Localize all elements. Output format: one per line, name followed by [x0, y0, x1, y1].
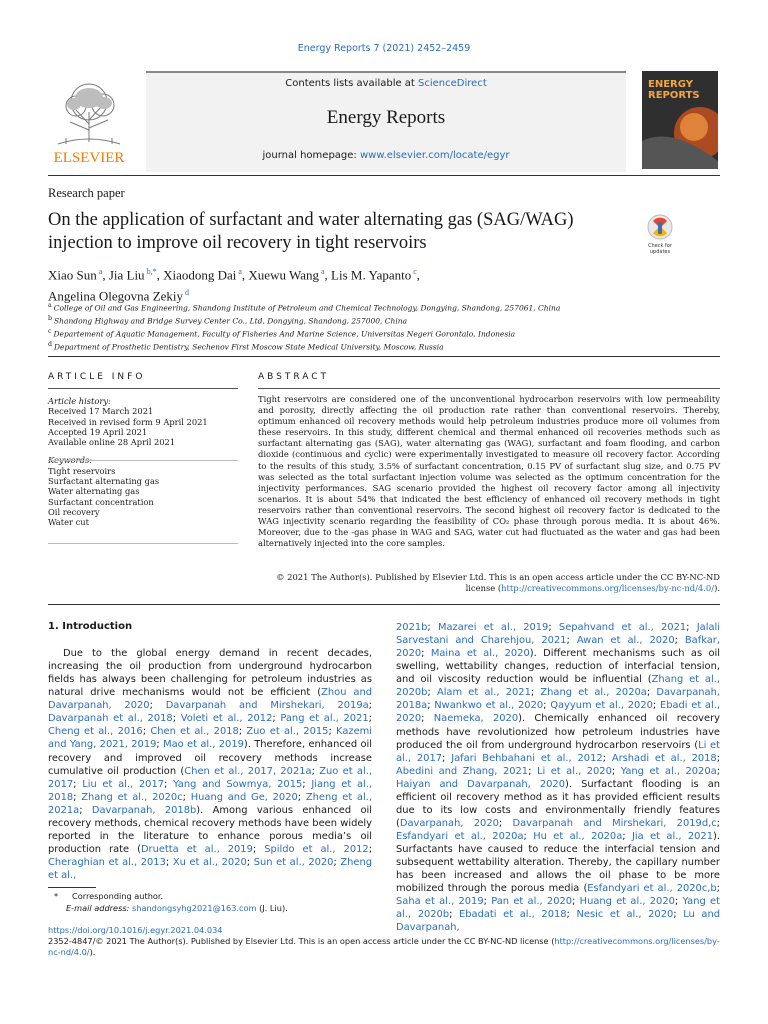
introduction-right-column [396, 621, 720, 935]
copyright-prefix: license ( [465, 583, 502, 594]
citation-link[interactable]: Esfandyari et al., 2020a [396, 831, 524, 842]
body-text: ; [716, 883, 720, 895]
body-text: ; [427, 700, 435, 712]
keyword-list [48, 466, 238, 528]
article-info-heading: ARTICLE INFO [48, 372, 146, 382]
author-separator: , [102, 267, 109, 283]
body-text: ; [272, 713, 281, 725]
citation-link[interactable]: Liu et al., 2017 [82, 778, 165, 790]
authors-divider [48, 356, 720, 357]
history-item: Received in revised form 9 April 2021 [48, 416, 208, 427]
body-text: ; [165, 857, 173, 868]
citation-link[interactable]: Kazemi and Yang, 2021, 2019 [48, 726, 373, 751]
citation-link[interactable]: Davarpanah, 2018a [396, 687, 720, 712]
affiliation-item [48, 327, 748, 340]
badge-line-1: Check for [648, 243, 672, 249]
body-text: ; [611, 765, 621, 777]
journal-cover-thumbnail[interactable] [642, 71, 718, 169]
affiliation-marker: c [48, 328, 54, 335]
body-text: ; [716, 752, 721, 764]
author-affiliation-marker[interactable]: b,* [144, 267, 157, 276]
author-separator: , [324, 267, 332, 283]
affiliation-text: Shandong Highway and Bridge Survey Center Co., Ltd, Dongying, Shandong, 257000, China [54, 316, 408, 326]
author-affiliation-marker[interactable]: a [318, 267, 325, 276]
sciencedirect-link[interactable]: ScienceDirect [418, 78, 487, 89]
body-text: ; [252, 843, 265, 855]
body-text: ; [73, 778, 83, 790]
body-text: ; [238, 726, 247, 738]
keyword-item: Water cut [48, 517, 89, 528]
body-text: ; [427, 622, 438, 633]
body-text: ; [368, 713, 372, 725]
citation-link[interactable]: Ebadi et al., 2020 [396, 700, 720, 725]
citation-link[interactable]: Davarpanah, 2020 [399, 817, 499, 829]
citation-link[interactable]: Pang et al., 2021 [280, 713, 369, 725]
affiliation-item [48, 340, 748, 353]
cover-image-icon [642, 71, 718, 169]
citation-link[interactable]: Nwankwo et al., 2020 [434, 700, 544, 712]
citation-link[interactable]: Lu and Davarpanah, [396, 909, 721, 934]
author-name[interactable]: Angelina Olegovna Zekiy [48, 288, 184, 304]
body-text: ; [530, 687, 541, 699]
body-text: ; [652, 700, 660, 712]
body-text: ; [421, 713, 434, 725]
article-info-rule [48, 388, 238, 389]
body-text: Due to the global energy demand in recent decades, increasing the oil production from underground hydrocarbon fields has always been challenging for petroleum industries as natural drive mechanisms would not be efficient ( [48, 648, 372, 699]
citation-link[interactable]: Awan et al., 2020 [576, 635, 675, 647]
citation-link[interactable]: Davarpanah and Mirshekari, 2019a [165, 700, 369, 712]
affiliation-text: Department of Prosthetic Dentistry, Sechenov First Moscow State Medical University, Moscow, Russia [54, 342, 444, 352]
citation-link[interactable]: Yang et al., 2020b [396, 896, 720, 921]
body-text: ; [328, 726, 337, 738]
body-text: ; [572, 896, 580, 908]
copyright-suffix: ). [714, 583, 720, 594]
affiliation-marker: d [48, 341, 54, 348]
check-for-updates-icon [640, 212, 680, 258]
body-text: ; [523, 831, 534, 842]
citation-link[interactable]: Zheng et al., 2021a [48, 791, 373, 816]
body-text: ; [566, 635, 577, 647]
citation-link[interactable]: Cheng et al., 2016 [48, 726, 143, 738]
body-text: ). Surfactants have caused to reduce the interfacial tension and subsequent wettability alteration. Thereby, the capillary number has been increased and allows the oil phase to be more mobilized through the porous media ( [396, 831, 720, 895]
history-divider [48, 460, 238, 461]
body-text: ). Surfactant flooding is an efficient oil recovery method as it has provided efficient results due to its low costs and environmentally friendly features ( [396, 778, 720, 829]
body-text: ; [686, 622, 697, 633]
body-text: ; [302, 778, 312, 790]
author-affiliation-marker[interactable]: a [96, 267, 103, 276]
citation-link[interactable]: Zhou and Davarpanah, 2020 [48, 687, 372, 712]
citation-link[interactable]: Zuo et al., 2017 [48, 765, 372, 790]
citation-link[interactable]: Chen et al., 2017, 2021a [184, 765, 312, 777]
elsevier-logo [48, 72, 130, 164]
affiliation-marker: b [48, 315, 54, 322]
abstract-text: Tight reservoirs are considered one of the unconventional hydrocarbon reservoirs with low permeability and porosity, directly affecting the oil production rate rather than conventional reservoirs. Thereby, optimum enhanced oil recovery methods would help petroleum industries produce more oil volumes from these reservoirs. In this study, different chemical and thermal enhanced oil recoveries methods such as surfactant alternating gas (SAG), water alternating gas (WAG), surfactant and foam flooding, and carbon dioxide (continuous and cyclic) were experimentally investigated to measure oil recovery factor. According to the results of this study, 3.5% of surfactant concentration, 0.15 PV of surfactant slug size, and 0.75 PV was selected as the total surfactant injection volume was selected as the optimum concentration for the injectivity performances. SAG scenario provided the highest oil recovery factor among all injectivity scenarios. It is about 54% that indicated the best efficiency of enhanced oil recovery methods in tight reservoirs rather than conventional reservoirs. The second highest oil recovery factor is dedicated to the WAG injectivity scenario regarding the feasibility of CO₂ phase through porous media. It is about 46%. Moreover, due to the -gas phase in WAG and SAG, water cut had fluctuated as the water and gas had been alternatively injected into the core samples. [258, 394, 720, 549]
body-text: ; [297, 791, 306, 803]
keyword-item: Tight reservoirs [48, 465, 116, 476]
citation-link[interactable]: Ebadati et al., 2018 [459, 909, 567, 921]
history-label: Article history: [48, 396, 111, 406]
citation-link[interactable]: Li et al., 2017 [396, 739, 720, 764]
body-text: ; [674, 635, 685, 647]
author-name[interactable]: Xuewu Wang [248, 267, 319, 283]
abstract-divider [48, 604, 720, 605]
citation-link[interactable]: Bafkar, 2020 [396, 635, 721, 660]
body-text: ). Therefore, enhanced oil recovery and improved oil recovery methods increase cumulative oil production ( [48, 739, 372, 777]
history-item: Accepted 19 April 2021 [48, 426, 148, 437]
body-text: ; [483, 896, 492, 908]
body-text: ; [602, 752, 612, 764]
email-line [48, 902, 378, 914]
keyword-item: Surfactant alternating gas [48, 476, 160, 487]
citation-link[interactable]: Huang and Ge, 2020 [190, 791, 298, 803]
citation-link[interactable]: Maina et al., 2020 [430, 648, 530, 660]
copyright-line-1: © 2021 The Author(s). Published by Elsevier Ltd. This is an open access article under the CC BY-NC-ND [276, 572, 720, 582]
contents-line [146, 78, 626, 89]
article-info-block [48, 396, 238, 528]
body-text: ; [182, 791, 191, 803]
author-separator: , [156, 267, 164, 283]
citation-link[interactable]: Druetta et al., 2019 [140, 843, 253, 855]
bottom-matter [48, 925, 720, 959]
citation-link[interactable]: Zhang et al., 2020a [540, 687, 647, 699]
citation-link[interactable]: Sun et al., 2020 [253, 857, 334, 868]
author-name[interactable]: Lis M. Yapanto [331, 267, 412, 283]
citation-link[interactable]: 2021b [396, 622, 428, 633]
citation-link[interactable]: Zheng et al., [48, 857, 373, 882]
email-label: E-mail address: [66, 903, 130, 913]
citation-link[interactable]: Jia et al., 2021 [631, 831, 713, 842]
contents-prefix: Contents lists available at [285, 78, 419, 89]
body-text: ; [674, 896, 683, 908]
bottom-license-link[interactable]: http://creativecommons.org/licenses/by-nc-nd/4.0/ [48, 936, 720, 958]
body-text: ; [142, 726, 151, 738]
body-text: ; [421, 648, 431, 660]
citation-link[interactable]: Zhang et al., 2020c [81, 791, 183, 803]
introduction-left-column [48, 647, 372, 882]
abstract-heading: ABSTRACT [258, 372, 330, 382]
corresponding-author-label: Corresponding author. [72, 891, 164, 901]
citation-link[interactable]: Saha et al., 2019 [396, 896, 484, 908]
citation-link[interactable]: Abedini and Zhang, 2021 [396, 765, 529, 777]
elsevier-wordmark: ELSEVIER [53, 150, 125, 164]
citation-link[interactable]: Hu et al., 2020a [533, 831, 623, 842]
affiliation-text: Departement of Aquatic Management, Faculty of Fisheries And Marine Science, Universitas Negeri Gorontalo, Indonesia [53, 329, 516, 339]
history-item: Available online 28 April 2021 [48, 437, 176, 448]
citation-link[interactable]: Voleti et al., 2012 [180, 713, 273, 725]
affiliation-marker: a [48, 302, 54, 309]
abstract-rule [258, 388, 720, 389]
header-divider [48, 175, 720, 176]
body-text: ; [246, 857, 254, 868]
citation-link[interactable]: Zuo et al., 2015 [246, 726, 329, 738]
author-affiliation-marker[interactable]: d [183, 288, 190, 298]
author-name[interactable]: Xiao Sun [48, 267, 97, 283]
license-link[interactable]: http://creativecommons.org/licenses/by-nc-nd/4.0/ [501, 583, 715, 594]
corresponding-author-line [48, 890, 378, 902]
body-text: ; [164, 778, 174, 790]
email-suffix: (J. Liu). [259, 903, 288, 913]
affiliation-list [48, 301, 748, 353]
body-text: ; [543, 700, 551, 712]
body-text: ; [622, 831, 632, 842]
body-text: ). Chemically enhanced oil recovery methods have revolutionized how petroleum industries have produced the oil from underground hydrocarbon reservoirs ( [396, 713, 721, 751]
citation-link[interactable]: Chen et al., 2018 [150, 726, 239, 738]
body-text: ; [528, 765, 537, 777]
keyword-item: Surfactant concentration [48, 496, 154, 507]
check-for-updates-badge[interactable] [640, 212, 680, 258]
badge-line-2: updates [649, 249, 671, 255]
body-text: ; [646, 687, 657, 699]
body-text: ; [548, 622, 559, 633]
body-text: ; [156, 739, 164, 751]
citation-link[interactable]: Alam et al., 2021 [436, 687, 531, 699]
citation-link[interactable]: Qayyum et al., 2020 [550, 700, 653, 712]
citation-link[interactable]: Davarpanah et al., 2018 [48, 713, 173, 725]
article-title: On the application of surfactant and water alternating gas (SAG/WAG) injection to improve oil recovery in tight reservoirs [48, 210, 574, 253]
footnote-rule [48, 887, 96, 888]
citation-link[interactable]: Davarpanah, 2018b [91, 804, 197, 816]
author-name[interactable]: Jia Liu [108, 267, 145, 283]
body-text: ; [73, 791, 82, 803]
license-line [48, 936, 720, 958]
citation-link[interactable]: Naemeka, 2020 [433, 713, 519, 725]
citation-link[interactable]: Mao et al., 2019 [163, 739, 244, 751]
footnote [48, 890, 378, 914]
body-text: ; [716, 817, 720, 829]
journal-homepage-line [146, 150, 626, 161]
author-list [48, 263, 688, 306]
citation-link[interactable]: Huang et al., 2020 [579, 896, 675, 908]
body-text: ; [333, 857, 341, 868]
body-text: ; [427, 687, 437, 699]
affiliation-item [48, 301, 748, 314]
citation-link[interactable]: Pan et al., 2020 [491, 896, 573, 908]
citation-link[interactable]: Li et al., 2020 [536, 765, 612, 777]
body-text: ; [368, 700, 372, 712]
body-text: ). Among various enhanced oil recovery methods, chemical recovery methods have been widely reported in the literature to enhance porous media’s oil production rate ( [48, 804, 372, 855]
homepage-prefix: journal homepage: [262, 150, 360, 161]
body-text: ; [79, 804, 92, 816]
citation-link[interactable]: Mazarei et al., 2019 [437, 622, 549, 633]
body-text: ). Different mechanisms such as oil swelling, wettability changes, reduction of interfacial tension, and oil viscosity reduction would be influential ( [396, 648, 721, 686]
citation-link[interactable]: Haiyan and Davarpanah, 2020 [396, 778, 565, 790]
history-item: Received 17 March 2021 [48, 406, 154, 417]
body-text: ; [673, 909, 684, 921]
journal-reference[interactable]: Energy Reports 7 (2021) 2452–2459 [297, 43, 471, 54]
citation-link[interactable]: Jafari Behbahani et al., 2012 [451, 752, 603, 764]
body-text: ; [368, 843, 373, 855]
copyright-line-2 [258, 583, 720, 594]
body-text: ; [172, 713, 181, 725]
introduction-heading: 1. Introduction [48, 621, 133, 632]
citation-link[interactable]: Cheraghian et al., 2013 [48, 857, 166, 868]
license-text: 2352-4847/© 2021 The Author(s). Published by Elsevier Ltd. This is an open access article under the CC BY-NC-ND license ( [48, 936, 555, 947]
citation-link[interactable]: Sepahvand et al., 2021 [558, 622, 687, 633]
body-text: ; [311, 765, 320, 777]
license-suffix: ). [89, 947, 96, 958]
citation-link[interactable]: Xu et al., 2020 [172, 857, 247, 868]
citation-link[interactable]: Yang and Sowmya, 2015 [173, 778, 303, 790]
email-link[interactable]: shandongsyhg2021@163.com [132, 903, 257, 913]
citation-link[interactable]: Esfandyari et al., 2020c,b [587, 883, 717, 895]
article-type: Research paper [48, 186, 125, 200]
body-text: ; [716, 765, 721, 777]
body-text: ; [149, 700, 166, 712]
journal-homepage-link[interactable]: www.elsevier.com/locate/egyr [359, 150, 510, 161]
body-text: ; [566, 909, 577, 921]
author-separator: , [241, 267, 249, 283]
body-text: ; [498, 817, 513, 829]
author-affiliation-marker[interactable]: c [411, 267, 417, 276]
keywords-divider [48, 543, 238, 544]
cover-title-2: REPORTS [648, 90, 700, 101]
citation-link[interactable]: Arshadi et al., 2018 [611, 752, 717, 764]
doi-link[interactable]: https://doi.org/10.1016/j.egyr.2021.04.034 [48, 925, 223, 935]
cover-title-1: ENERGY [648, 79, 693, 90]
citation-link[interactable]: Spildo et al., 2012 [264, 843, 369, 855]
abstract-copyright [258, 572, 720, 594]
body-text: ; [449, 909, 460, 921]
citation-link[interactable]: Jalali Sarvestani and Charehjou, 2021 [396, 622, 720, 647]
citation-link[interactable]: Nesic et al., 2020 [576, 909, 674, 921]
author-affiliation-marker[interactable]: a [236, 267, 242, 276]
keyword-item: Oil recovery [48, 506, 100, 517]
journal-name: Energy Reports [326, 107, 446, 128]
citation-link[interactable]: Davarpanah and Mirshekari, 2019d,c [512, 817, 717, 829]
footnote-marker: * [54, 891, 59, 901]
citation-link[interactable]: Zhang et al., 2020b [396, 674, 720, 699]
citation-link[interactable]: Jiang et al., 2018 [48, 778, 373, 803]
elsevier-tree-icon [48, 72, 130, 164]
body-text: ; [442, 752, 452, 764]
citation-link[interactable]: Yang et al., 2020a [620, 765, 717, 777]
keyword-item: Water alternating gas [48, 486, 140, 497]
author-separator: , [416, 267, 421, 283]
affiliation-text: College of Oil and Gas Engineering, Shandong Institute of Petroleum and Chemical Technology, Dongying, Shandong, 257061, China [53, 303, 561, 313]
history-list [48, 406, 238, 447]
affiliation-item [48, 314, 748, 327]
author-name[interactable]: Xiaodong Dai [163, 267, 237, 283]
